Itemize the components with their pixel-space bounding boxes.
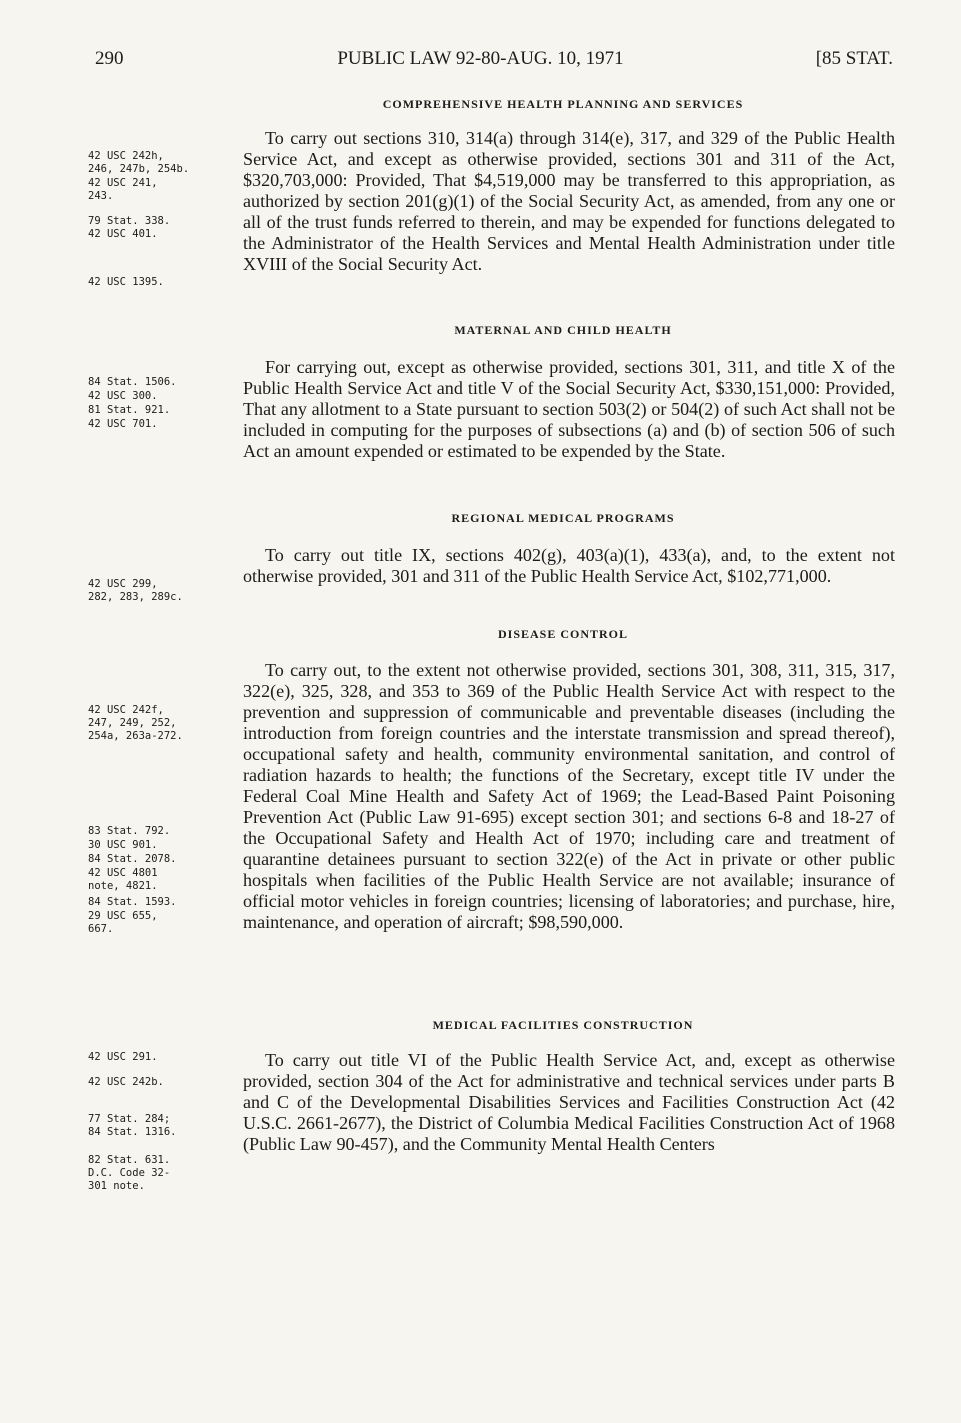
margin-note: 42 USC 4801 note, 4821. bbox=[88, 867, 158, 892]
margin-note: 84 Stat. 2078. bbox=[88, 853, 177, 865]
margin-note: 42 USC 241, 243. bbox=[88, 177, 158, 202]
page-title: PUBLIC LAW 92-80-AUG. 10, 1971 bbox=[337, 48, 624, 69]
margin-note: 42 USC 300. bbox=[88, 390, 158, 402]
margin-note: 42 USC 701. bbox=[88, 418, 158, 430]
margin-note: 84 Stat. 1593. bbox=[88, 896, 177, 908]
margin-note: 42 USC 242b. bbox=[88, 1076, 164, 1088]
margin-note: 84 Stat. 1506. bbox=[88, 376, 177, 388]
margin-note: 82 Stat. 631. D.C. Code 32- 301 note. bbox=[88, 1154, 171, 1192]
section-heading-regional-medical: REGIONAL MEDICAL PROGRAMS bbox=[451, 511, 675, 525]
margin-note: 42 USC 1395. bbox=[88, 276, 164, 288]
section-heading-maternal-child-health: MATERNAL AND CHILD HEALTH bbox=[454, 323, 672, 337]
paragraph: To carry out title VI of the Public Health Service Act, and, except as otherwise provided, section 304 of the Act for administrative and technical services under parts B and C of the Developmental Disabilities Services and Facilities Construction Act (42 U.S.C. 2661-2677), the District of Columbia Medical Facilities Construction Act of 1968 (Public Law 90-457), and the Community Mental Health Centers bbox=[243, 1050, 895, 1154]
page-header bbox=[0, 48, 961, 78]
margin-note: 77 Stat. 284; 84 Stat. 1316. bbox=[88, 1113, 177, 1138]
section-heading-comprehensive-health: COMPREHENSIVE HEALTH PLANNING AND SERVICES bbox=[382, 97, 744, 111]
statute-reference: [85 STAT. bbox=[815, 48, 893, 69]
margin-note: 42 USC 401. bbox=[88, 228, 158, 240]
section-heading-medical-facilities: MEDICAL FACILITIES CONSTRUCTION bbox=[432, 1018, 694, 1032]
margin-note: 81 Stat. 921. bbox=[88, 404, 171, 416]
page-number: 290 bbox=[95, 48, 124, 69]
section-body-medical-facilities bbox=[243, 1050, 895, 1155]
margin-note: 42 USC 299, 282, 283, 289c. bbox=[88, 578, 183, 603]
section-body-regional-medical bbox=[243, 545, 895, 587]
margin-note: 42 USC 242h, 246, 247b, 254b. bbox=[88, 150, 190, 175]
paragraph: To carry out, to the extent not otherwise provided, sections 301, 308, 311, 315, 317, 322(e), 325, 328, and 353 to 369 of the Public Health Service Act with respect to the prevention and suppression of communicable and preventable diseases (including the introduction from foreign countries and the interstate transmission and spread thereof), occupational safety and health, community environmental sanitation, and control of radiation hazards to health; the functions of the Secretary, except title IV under the Federal Coal Mine Health and Safety Act of 1969; the Lead-Based Paint Poisoning Prevention Act (Public Law 91-695) except section 301; and sections 6-8 and 18-27 of the Occupational Safety and Health Act of 1970; including care and treatment of quarantine detainees pursuant to section 322(e) of the Act in private or other public hospitals when facilities of the Public Health Service are not available; insurance of official motor vehicles in foreign countries; licensing of laboratories; and purchase, hire, maintenance, and operation of aircraft; $98,590,000. bbox=[243, 660, 895, 932]
paragraph: To carry out title IX, sections 402(g), 403(a)(1), 433(a), and, to the extent not otherwise provided, 301 and 311 of the Public Health Service Act, $102,771,000. bbox=[243, 545, 895, 586]
paragraph: For carrying out, except as otherwise provided, sections 301, 311, and title X of the Public Health Service Act and title V of the Social Security Act, $330,151,000: Provided, That any allotment to a State pursuant to section 503(2) or 504(2) of such Act shall not be included in computing for the purposes of subsections (a) and (b) of section 506 of such Act an amount expended or estimated to be expended by the State. bbox=[243, 357, 895, 461]
margin-note: 29 USC 655, 667. bbox=[88, 910, 158, 935]
section-body-maternal-child-health bbox=[243, 357, 895, 462]
margin-note: 83 Stat. 792. bbox=[88, 825, 171, 837]
margin-note: 42 USC 291. bbox=[88, 1051, 158, 1063]
margin-note: 42 USC 242f, 247, 249, 252, 254a, 263a-272. bbox=[88, 704, 183, 742]
section-body-comprehensive-health bbox=[243, 128, 895, 275]
margin-note: 79 Stat. 338. bbox=[88, 215, 171, 227]
paragraph: To carry out sections 310, 314(a) through 314(e), 317, and 329 of the Public Health Service Act, and except as otherwise provided, sections 301 and 311 of the Act, $320,703,000: Provided, That $4,519,000 may be transferred to this appropriation, as authorized by section 201(g)(1) of the Social Security Act, as amended, from any one or all of the trust funds referred to therein, and may be expended for functions delegated to the Administrator of the Health Services and Mental Health Administration under title XVIII of the Social Security Act. bbox=[243, 128, 895, 274]
section-heading-disease-control: DISEASE CONTROL bbox=[497, 627, 629, 641]
section-body-disease-control bbox=[243, 660, 895, 933]
margin-note: 30 USC 901. bbox=[88, 839, 158, 851]
